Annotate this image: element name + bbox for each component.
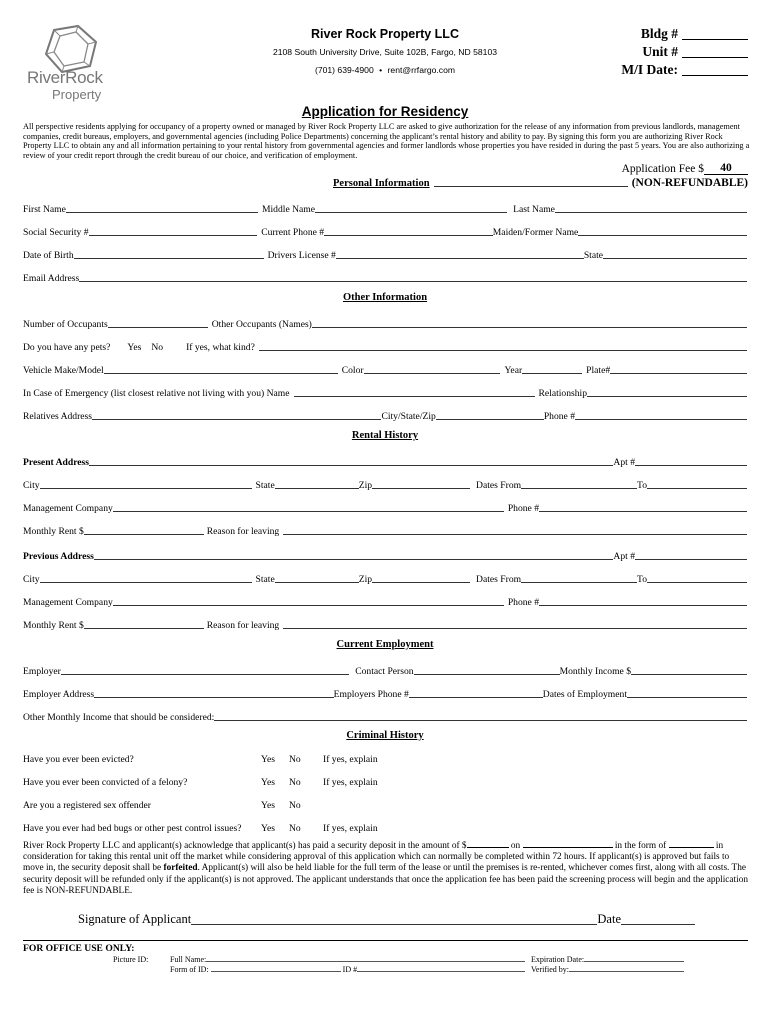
criminal-question-row [23, 823, 743, 834]
present-state-label: State [255, 480, 275, 491]
previous-state-field[interactable] [275, 581, 359, 583]
office-expiration-label: Expiration Date: [531, 955, 585, 964]
section-other-info: Other Information [342, 292, 428, 303]
previous-dates-from-field[interactable] [521, 581, 637, 583]
monthly-income-label: Monthly Income $ [559, 666, 631, 677]
deposit-date-field[interactable] [523, 847, 613, 848]
present-reason-label: Reason for leaving [206, 526, 280, 537]
dob-field[interactable] [74, 257, 264, 259]
company-phone: (701) 639-4900 [314, 65, 374, 75]
year-field[interactable] [522, 372, 582, 374]
row-present-city [23, 480, 747, 491]
signature-date-field[interactable] [621, 924, 695, 925]
answer-no[interactable]: No [289, 754, 301, 765]
deposit-text-1: River Rock Property LLC and applicant(s) acknowledge that applicant(s) has paid a security deposit in the amount of $ [23, 841, 467, 851]
present-apt-field[interactable] [635, 464, 747, 466]
row-present-mgmt [23, 503, 747, 514]
criminal-question: Are you a registered sex offender [23, 800, 151, 811]
present-rent-label: Monthly Rent $ [23, 526, 84, 537]
row-employer [23, 666, 747, 677]
deposit-paragraph [23, 841, 750, 897]
office-id-number-field[interactable] [357, 971, 525, 972]
logo-subtext: Property [52, 87, 102, 102]
row-previous-mgmt [23, 597, 747, 608]
previous-reason-label: Reason for leaving [206, 620, 280, 631]
previous-address-field[interactable] [94, 558, 614, 560]
office-verified-row [531, 965, 684, 974]
fee-amount: 40 [704, 162, 748, 175]
row-other-income [23, 712, 747, 723]
company-name: River Rock Property LLC [311, 27, 459, 41]
present-zip-field[interactable] [372, 487, 470, 489]
license-label: Drivers License # [267, 250, 336, 261]
previous-mgmt-field[interactable] [113, 604, 504, 606]
present-to-label: To [637, 480, 647, 491]
row-employer-address [23, 689, 747, 700]
present-dates-from-field[interactable] [521, 487, 637, 489]
relatives-address-label: Relatives Address [23, 411, 93, 422]
criminal-question-row [23, 777, 743, 788]
previous-mgmt-label: Management Company [23, 597, 113, 608]
previous-state-label: State [255, 574, 275, 585]
previous-rent-label: Monthly Rent $ [23, 620, 84, 631]
employment-dates-field[interactable] [627, 696, 747, 698]
page-title: Application for Residency [301, 104, 469, 119]
personal-info-heading-row [333, 177, 748, 189]
present-zip-label: Zip [358, 480, 373, 491]
middle-name-label: Middle Name [261, 204, 316, 215]
present-apt-label: Apt # [613, 457, 635, 468]
relatives-phone-field[interactable] [575, 418, 747, 420]
previous-to-label: To [637, 574, 647, 585]
office-full-name-field[interactable] [206, 961, 525, 962]
row-pets [23, 342, 747, 353]
pets-yes[interactable]: Yes [127, 342, 142, 353]
answer-yes[interactable]: Yes [261, 754, 275, 765]
answer-yes[interactable]: Yes [261, 823, 275, 834]
ssn-field[interactable] [89, 234, 258, 236]
contact-person-label: Contact Person [355, 666, 414, 677]
section-rental-history: Rental History [351, 430, 419, 441]
previous-zip-field[interactable] [372, 581, 470, 583]
office-expiration-field[interactable] [584, 961, 684, 962]
city-state-zip-field[interactable] [436, 418, 544, 420]
row-email [23, 273, 747, 284]
answer-no[interactable]: No [289, 800, 301, 811]
present-city-field[interactable] [40, 487, 252, 489]
explain-label: If yes, explain [323, 777, 378, 788]
row-relatives [23, 411, 747, 422]
pets-no[interactable]: No [151, 342, 164, 353]
row-names [23, 204, 747, 215]
criminal-question: Have you ever been convicted of a felony? [23, 777, 188, 788]
row-present-rent [23, 526, 747, 537]
bullet-separator: • [379, 65, 383, 75]
deposit-amount-field[interactable] [467, 847, 509, 848]
bldg-label: Bldg # [640, 26, 678, 41]
office-id-number-label: ID # [342, 965, 358, 974]
city-state-zip-label: City/State/Zip [381, 411, 436, 422]
maiden-name-label: Maiden/Former Name [492, 227, 579, 238]
other-occupants-label: Other Occupants (Names) [211, 319, 312, 330]
signature-label: Signature of Applicant [78, 912, 192, 926]
emergency-name-field[interactable] [294, 395, 535, 397]
deposit-on-label: on [510, 841, 521, 851]
present-mgmt-field[interactable] [113, 510, 504, 512]
application-fee [622, 162, 748, 175]
present-reason-field[interactable] [283, 533, 747, 535]
first-name-field[interactable] [66, 211, 258, 213]
deposit-text-3: . Applicant(s) will also be held liable for the full term of the lease or until the premises is re-rented, whichever comes first, along with all costs. The security deposit will be refunded only if the applicant(s) is not approved. The applicant understands that once the application fee has been paid the screening process will begin and the application fee is NON-REFUNDABLE. [23, 863, 749, 896]
plate-label: Plate# [586, 365, 611, 376]
unit-label: Unit # [642, 44, 678, 59]
emergency-label: In Case of Emergency (list closest relative not living with you) Name [23, 388, 290, 399]
plate-field[interactable] [610, 372, 747, 374]
previous-reason-field[interactable] [283, 627, 747, 629]
previous-dates-label: Dates From [476, 574, 522, 585]
relatives-address-field[interactable] [92, 418, 381, 420]
mi-date-label: M/I Date: [621, 62, 678, 77]
occupants-field[interactable] [108, 326, 208, 328]
section-criminal-history: Criminal History [346, 730, 424, 741]
bldg-field[interactable] [682, 39, 748, 40]
fee-label: Application Fee $ [621, 163, 704, 175]
last-name-label: Last Name [513, 204, 555, 215]
employer-address-label: Employer Address [23, 689, 95, 700]
relationship-field[interactable] [587, 395, 747, 397]
company-address: 2108 South University Drive, Suite 102B, Fargo, ND 58103 [272, 47, 498, 57]
email-label: Email Address [23, 273, 80, 284]
office-full-name-row [170, 955, 525, 964]
current-phone-field[interactable] [324, 234, 493, 236]
row-occupants [23, 319, 747, 330]
criminal-question: Have you ever been evicted? [23, 754, 134, 765]
previous-city-field[interactable] [40, 581, 252, 583]
pets-kind-label: If yes, what kind? [186, 342, 255, 353]
first-name-label: First Name [23, 204, 66, 215]
signature-date-label: Date [597, 912, 621, 926]
current-phone-label: Current Phone # [261, 227, 325, 238]
answer-yes[interactable]: Yes [261, 777, 275, 788]
present-state-field[interactable] [275, 487, 359, 489]
row-vehicle [23, 365, 747, 376]
pets-kind-field[interactable] [259, 349, 747, 351]
contact-person-field[interactable] [414, 673, 560, 675]
present-address-field[interactable] [89, 464, 613, 466]
deposit-forfeited: forfeited [163, 863, 198, 874]
previous-zip-label: Zip [358, 574, 373, 585]
deposit-form-label: in the form of [614, 841, 667, 851]
previous-rent-field[interactable] [84, 627, 204, 629]
employer-label: Employer [23, 666, 61, 677]
monthly-income-field[interactable] [631, 673, 747, 675]
company-email: rent@rrfargo.com [387, 65, 456, 75]
color-label: Color [341, 365, 364, 376]
answer-no[interactable]: No [289, 823, 301, 834]
section-current-employment: Current Employment [336, 639, 434, 650]
employer-field[interactable] [61, 673, 349, 675]
criminal-question: Have you ever had bed bugs or other pest control issues? [23, 823, 242, 834]
present-phone-field[interactable] [539, 510, 747, 512]
mi-date-field[interactable] [682, 75, 748, 76]
relatives-phone-label: Phone # [543, 411, 575, 422]
row-ssn [23, 227, 747, 238]
present-phone-label: Phone # [507, 503, 539, 514]
dob-label: Date of Birth [23, 250, 74, 261]
email-field[interactable] [79, 280, 747, 282]
criminal-question-row [23, 754, 743, 765]
present-to-field[interactable] [647, 487, 747, 489]
office-fields [612, 25, 748, 78]
state-field[interactable] [603, 257, 747, 259]
office-picture-id-label: Picture ID: [113, 955, 149, 964]
present-dates-label: Dates From [476, 480, 522, 491]
vehicle-label: Vehicle Make/Model [23, 365, 104, 376]
row-previous-rent [23, 620, 747, 631]
office-use-heading: FOR OFFICE USE ONLY: [23, 943, 135, 954]
row-dob [23, 250, 747, 261]
previous-apt-field[interactable] [635, 558, 747, 560]
logo-text: RiverRock [27, 68, 103, 87]
employer-address-field[interactable] [94, 696, 333, 698]
signature-field[interactable] [191, 924, 597, 925]
pets-question: Do you have any pets? [23, 342, 111, 353]
intro-paragraph: All perspective residents applying for occupancy of a property owned or managed by River Rock Property LLC are asked to give authorization for the release of any information from previous landlords, management companies, credit bureaus, employers, and governmental agencies (including Police Departments) concerning the applicant’s rental history and ability to pay. By signing this form you are authorizing River Rock Property LLC to obtain any and all information pertaining to your rental history from governmental agencies and former landlords whose properties you have resided in during the past 5 years. You are also authorizing a review of your credit report through the credit bureau of our choice, and verification of employment. [23, 122, 750, 160]
license-field[interactable] [336, 257, 584, 259]
previous-to-field[interactable] [647, 581, 747, 583]
answer-yes[interactable]: Yes [261, 800, 275, 811]
previous-phone-field[interactable] [539, 604, 747, 606]
relationship-label: Relationship [538, 388, 587, 399]
employer-phone-label: Employers Phone # [333, 689, 409, 700]
office-form-id-row [170, 965, 525, 974]
previous-city-label: City [23, 574, 40, 585]
color-field[interactable] [364, 372, 501, 374]
present-mgmt-label: Management Company [23, 503, 113, 514]
employment-dates-label: Dates of Employment [542, 689, 627, 700]
office-verified-label: Verified by: [531, 965, 569, 974]
previous-address-label: Previous Address [23, 551, 94, 562]
section-personal-info: Personal Information [333, 178, 430, 189]
other-income-label: Other Monthly Income that should be considered: [23, 712, 215, 723]
criminal-question-row [23, 800, 743, 811]
present-address-label: Present Address [23, 457, 90, 468]
explain-label: If yes, explain [323, 754, 378, 765]
non-refundable-note: (NON-REFUNDABLE) [631, 177, 748, 189]
row-emergency [23, 388, 747, 399]
occupants-label: Number of Occupants [23, 319, 108, 330]
explain-label: If yes, explain [323, 823, 378, 834]
present-city-label: City [23, 480, 40, 491]
office-full-name-label: Full Name: [170, 955, 207, 964]
ssn-label: Social Security # [23, 227, 89, 238]
row-present-address [23, 457, 747, 468]
office-form-id-label: Form of ID: [170, 965, 209, 974]
middle-name-field[interactable] [315, 211, 507, 213]
state-label: State [583, 250, 603, 261]
row-previous-address [23, 551, 747, 562]
present-rent-field[interactable] [84, 533, 204, 535]
other-income-field[interactable] [214, 719, 747, 721]
previous-phone-label: Phone # [507, 597, 539, 608]
office-verified-field[interactable] [569, 971, 684, 972]
row-previous-city [23, 574, 747, 585]
office-expiration-row [531, 955, 684, 964]
office-form-id-field[interactable] [211, 971, 341, 972]
employer-phone-field[interactable] [409, 696, 543, 698]
maiden-name-field[interactable] [578, 234, 747, 236]
vehicle-field[interactable] [104, 372, 338, 374]
year-label: Year [504, 365, 523, 376]
other-occupants-field[interactable] [312, 326, 747, 328]
unit-field[interactable] [682, 57, 748, 58]
deposit-form-field[interactable] [669, 847, 714, 848]
last-name-field[interactable] [555, 211, 747, 213]
answer-no[interactable]: No [289, 777, 301, 788]
previous-apt-label: Apt # [613, 551, 635, 562]
deposit-text-2: in consideration for taking this rental unit off the market while considering approval of this application which can normally be completed within 72 hours. If applicant(s) is approved but fails to move in, the security deposit shall be [23, 841, 730, 874]
office-divider [23, 940, 748, 941]
signature-row [78, 912, 695, 927]
